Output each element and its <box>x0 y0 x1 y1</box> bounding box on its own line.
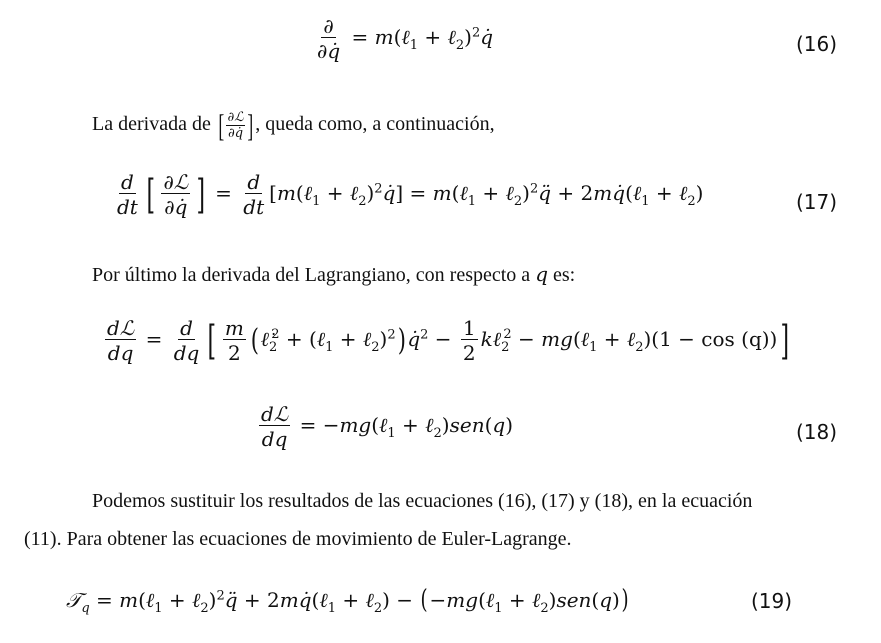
equation-17: $\frac{d}{dt}$ [ $\frac{\text{∂ℒ}}{\partial q̇}$ ] = $\frac{d}{dt}$ [m(ℓ$_1$ + ℓ$_2$)$^2$q̇] = m(ℓ$_1$ + ℓ$_2$)$^2$q̈ + 2mq̇(ℓ$_1$ + ℓ$_2$) <box>117 170 704 219</box>
text-line-lagrangian: Por último la derivada del Lagrangiano, con respecto a q es: <box>92 262 576 286</box>
equation-16 <box>312 16 493 61</box>
inline-fraction: $\frac{\text{∂ℒ}}{\partial q̇}$ <box>227 110 244 141</box>
text-after: , queda como, a continuación, <box>255 113 495 136</box>
equation-19: 𝒯$_q$ = m(ℓ$_1$ + ℓ$_2$)$^2$q̈ + 2mq̇(ℓ$_1$ + ℓ$_2$) − (−mg(ℓ$_1$ + ℓ$_2$)sen(q)) <box>66 585 629 616</box>
equation-16-rhs: = m(ℓ$_1$ + ℓ$_2$)$^2$q̇ <box>351 25 494 53</box>
equation-18: $\frac{\text{dℒ}}{dq}$ = −mg(ℓ$_1$ + ℓ$_2$)sen(q) <box>261 402 514 451</box>
partial-fraction: $\frac{\partial}{\partial q̇}$ <box>317 14 341 63</box>
equation-dL-dq-expanded: $\frac{\text{dℒ}}{dq}$ = $\frac{d}{dq}$ [ $\frac{m}{2}$ ($\ell̇_2^2$ + (ℓ$_1$ + ℓ$_2$)$^2$)q̇$^2$ − $\frac{1}{2}$ kℓ$_2^2$ − mg(ℓ$_1$ + ℓ$_2$)(1 − cos (q))] <box>107 316 790 365</box>
text-line-substitute: Podemos sustituir los resultados de las ecuaciones (16), (17) y (18), en la ecuación <box>92 490 753 512</box>
equation-number-19: (19) <box>751 589 793 613</box>
text-line-euler-lagrange: (11). Para obtener las ecuaciones de movimiento de Euler-Lagrange. <box>24 528 572 550</box>
text-before: La derivada de <box>92 113 211 136</box>
text-line-derivative-intro: La derivada de [ $\frac{\text{∂ℒ}}{\partial q̇}$ ] , queda como, a continuación, <box>92 106 495 143</box>
equation-number-18: (18) <box>796 420 838 444</box>
equation-number-17: (17) <box>796 190 838 214</box>
equation-number-16: (16) <box>796 32 838 56</box>
